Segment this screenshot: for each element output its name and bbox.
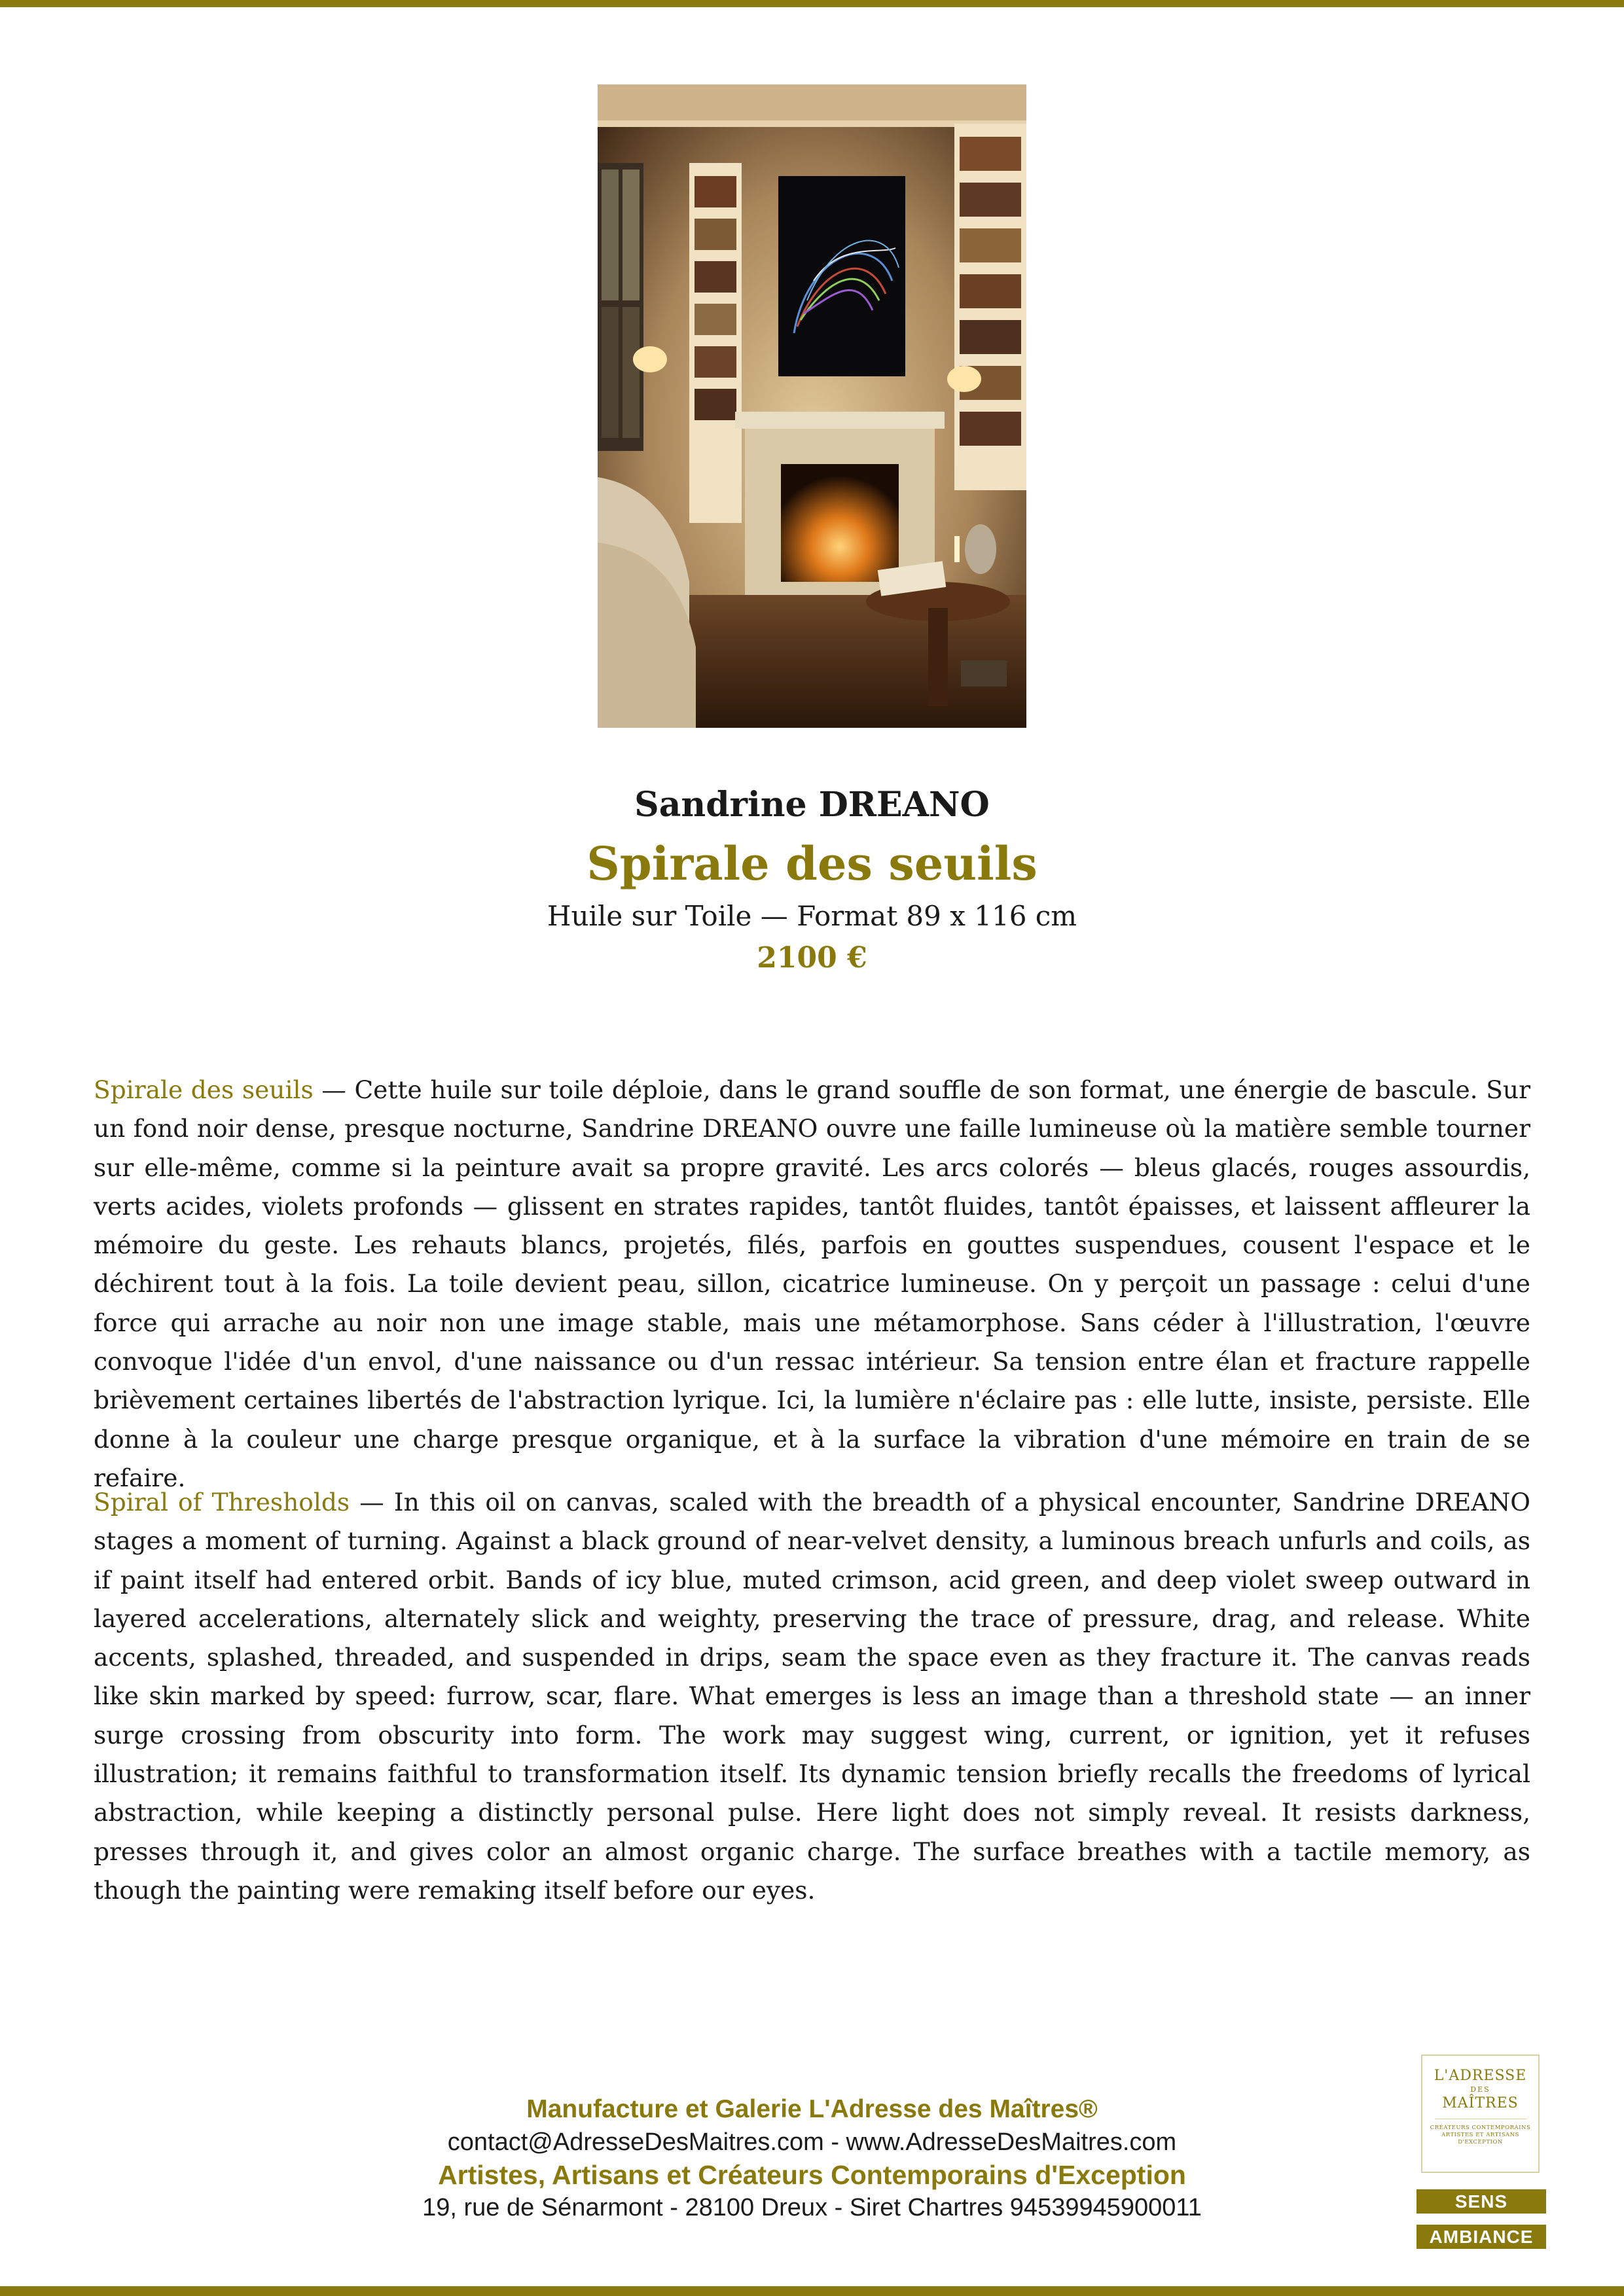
artwork-format: Huile sur Toile — Format 89 x 116 cm: [547, 900, 1077, 932]
logo-line-2: DES: [1470, 2085, 1490, 2094]
artwork-title: Spirale des seuils: [586, 836, 1038, 891]
description-english-lead: Spiral of Thresholds: [94, 1488, 350, 1516]
footer-tagline: Artistes, Artisans et Créateurs Contemporains d'Exception: [438, 2160, 1186, 2190]
footer-address: 19, rue de Sénarmont - 28100 Dreux - Siret Chartres 94539945900011: [422, 2194, 1202, 2221]
logo-line-6: D'EXCEPTION: [1458, 2139, 1503, 2145]
artist-name: Sandrine DREANO: [634, 785, 990, 825]
bottom-border: [0, 2286, 1624, 2296]
logo-line-5: ARTISTES ET ARTISANS: [1441, 2132, 1519, 2138]
artwork-room-photo: [598, 84, 1026, 728]
description-english-text: — In this oil on canvas, scaled with the breadth of a physical encounter, Sandrine DREANO stages a moment of turning. Against a black ground of near-velvet density, a luminous breach unfurls and coils, as if paint itself had entered orbit. Bands of icy blue, muted crimson, acid green, and deep violet sweep outward in layered accelerations, alternately slick and weighty, preserving the trace of pressure, drag, and release. White accents, splashed, threaded, and suspended in drips, seam the space even as they fracture it. The canvas reads like skin marked by speed: furrow, scar, flare. What emerges is less an image than a threshold state — an inner surge crossing from obscurity into form. The work may suggest wing, current, or ignition, yet it refuses illustration; it remains faithful to transformation itself. Its dynamic tension briefly recalls the freedoms of lyrical abstraction, while keeping a distinctly personal pulse. Here light does not simply reveal. It resists darkness, presses through it, and gives color an almost organic charge. The surface breathes with a tactile memory, as though the painting were remaking itself before our eyes.: [94, 1488, 1530, 1905]
tag-ambiance: AMBIANCE: [1416, 2225, 1546, 2249]
logo-line-3: MAÎTRES: [1442, 2095, 1519, 2111]
tag-sens: SENS: [1416, 2189, 1546, 2214]
description-french-lead: Spirale des seuils: [94, 1075, 314, 1104]
footer-contact: contact@AdresseDesMaitres.com - www.AdresseDesMaitres.com: [447, 2128, 1177, 2156]
description-english: [94, 1483, 1530, 1910]
logo-line-4: CRÉATEURS CONTEMPORAINS: [1430, 2125, 1531, 2131]
description-french: [94, 1071, 1530, 1498]
footer-company: Manufacture et Galerie L'Adresse des Maîtres®: [526, 2095, 1098, 2123]
footer: [0, 2093, 1624, 2224]
logo-line-1: L'ADRESSE: [1434, 2068, 1527, 2084]
gallery-logo: [1421, 2054, 1540, 2173]
top-border: [0, 0, 1624, 7]
artwork-price: 2100 €: [757, 941, 867, 975]
description-french-text: — Cette huile sur toile déploie, dans le grand souffle de son format, une énergie de bascule. Sur un fond noir dense, presque nocturne, Sandrine DREANO ouvre une faille lumineuse où la matière semble tourner sur elle-même, comme si la peinture avait sa propre gravité. Les arcs colorés — bleus glacés, rouges assourdis, verts acides, violets profonds — glissent en strates rapides, tantôt fluides, tantôt épaisses, et laissent affleurer la mémoire du geste. Les rehauts blancs, projetés, filés, parfois en gouttes suspendues, cousent l'espace et le déchirent tout à la fois. La toile devient peau, sillon, cicatrice lumineuse. On y perçoit un passage : celui d'une force qui arrache au noir non une image stable, mais une métamorphose. Sans céder à l'illustration, l'œuvre convoque l'idée d'un envol, d'une naissance ou d'un ressac intérieur. Sa tension entre élan et fracture rappelle brièvement certaines libertés de l'abstraction lyrique. Ici, la lumière n'éclaire pas : elle lutte, insiste, persiste. Elle donne à la couleur une charge presque organique, et à la surface la vibration d'une mémoire en train de se refaire.: [94, 1075, 1531, 1492]
